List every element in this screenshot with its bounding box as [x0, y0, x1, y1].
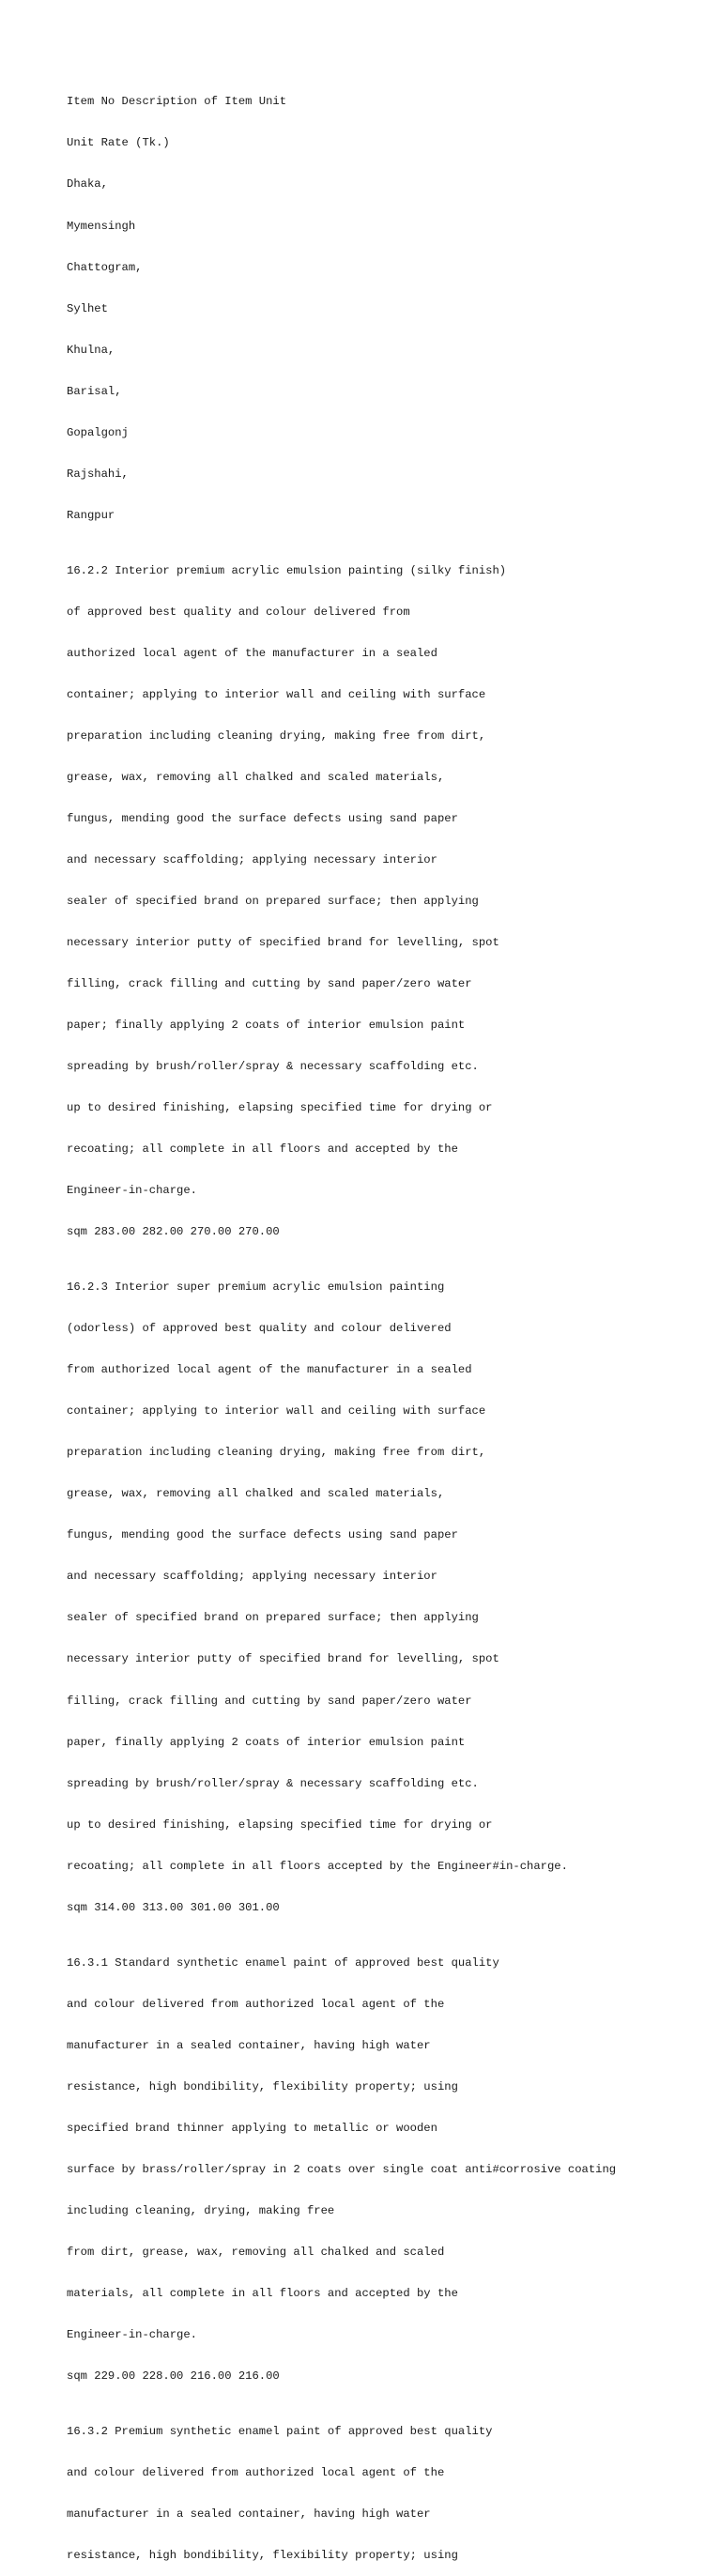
item-16-2-3-title: 16.2.3 Interior super premium acrylic emulsion painting — [67, 1280, 445, 1295]
item-16-2-2-description-line: fungus, mending good the surface defects using sand paper — [67, 811, 458, 825]
region-mymensingh: Mymensingh — [67, 219, 136, 233]
item-16-2-2-description-line: grease, wax, removing all chalked and scaled materials, — [67, 770, 445, 784]
item-16-3-1-title: 16.3.1 Standard synthetic enamel paint of approved best quality — [67, 1955, 499, 1970]
item-16-2-3-description-line: up to desired finishing, elapsing specified time for drying or — [67, 1817, 493, 1832]
region-sylhet: Sylhet — [67, 301, 108, 315]
item-16-2-3-description-line: spreading by brush/roller/spray & necessary scaffolding etc. — [67, 1776, 479, 1790]
item-16-3-1-description-line: specified brand thinner applying to metallic or wooden — [67, 2121, 437, 2135]
region-dhaka: Dhaka, — [67, 177, 108, 192]
item-16-2-3-description-line: sealer of specified brand on prepared surface; then applying — [67, 1611, 479, 1625]
item-16-2-2-title: 16.2.2 Interior premium acrylic emulsion painting (silky finish) — [67, 563, 507, 577]
item-16-2-3-description-line: fungus, mending good the surface defects using sand paper — [67, 1528, 458, 1542]
item-16-2-3-description-line: grease, wax, removing all chalked and scaled materials, — [67, 1487, 445, 1501]
item-16-2-2-rates: sqm 283.00 282.00 270.00 270.00 — [67, 1225, 280, 1239]
item-16-2-2-description-line: filling, crack filling and cutting by sand paper/zero water — [67, 977, 472, 991]
item-16-2-2-description-line: recoating; all complete in all floors and accepted by the — [67, 1142, 458, 1157]
item-16-2-3-description-line: container; applying to interior wall and ceiling with surface — [67, 1404, 486, 1418]
item-16-3-1-description-line: including cleaning, drying, making free — [67, 2203, 335, 2217]
item-16-2-2-description-line: preparation including cleaning drying, making free from dirt, — [67, 728, 486, 743]
region-rangpur: Rangpur — [67, 508, 115, 522]
item-16-3-2-title: 16.3.2 Premium synthetic enamel paint of approved best quality — [67, 2424, 493, 2438]
item-16-2-3-description-line: preparation including cleaning drying, making free from dirt, — [67, 1446, 486, 1460]
item-16-3-1-description-line: manufacturer in a sealed container, having high water — [67, 2038, 431, 2052]
item-16-2-3-description-line: from authorized local agent of the manufacturer in a sealed — [67, 1363, 472, 1377]
region-khulna: Khulna, — [67, 343, 115, 357]
region-gopalgonj: Gopalgonj — [67, 425, 129, 439]
item-16-3-1-description-line: resistance, high bondibility, flexibility property; using — [67, 2079, 458, 2093]
item-16-3-1-description-line: from dirt, grease, wax, removing all chalked and scaled — [67, 2245, 445, 2259]
region-chattogram: Chattogram, — [67, 260, 143, 274]
document-text-block — [67, 68, 714, 2576]
item-16-2-3-description-line: necessary interior putty of specified brand for levelling, spot — [67, 1652, 499, 1666]
item-16-3-2-description-line: resistance, high bondibility, flexibility property; using — [67, 2548, 458, 2562]
item-16-2-3-rates: sqm 314.00 313.00 301.00 301.00 — [67, 1900, 280, 1914]
item-16-3-1-description-line: surface by brass/roller/spray in 2 coats over single coat anti#corrosive coating — [67, 2162, 617, 2176]
item-16-2-2-description-line: authorized local agent of the manufacturer in a sealed — [67, 646, 437, 660]
item-16-2-2-description-line: Engineer-in-charge. — [67, 1184, 197, 1198]
item-16-3-2-description-line: manufacturer in a sealed container, having high water — [67, 2507, 431, 2521]
item-16-2-3-description-line: filling, crack filling and cutting by sand paper/zero water — [67, 1694, 472, 1708]
item-16-2-2-description-line: paper; finally applying 2 coats of interior emulsion paint — [67, 1019, 466, 1033]
header-line-item-description-unit: Item No Description of Item Unit — [67, 95, 287, 109]
item-16-2-2-description-line: necessary interior putty of specified brand for levelling, spot — [67, 936, 499, 949]
item-16-2-3-description-line: paper, finally applying 2 coats of interior emulsion paint — [67, 1735, 466, 1749]
item-16-2-3-description-line: (odorless) of approved best quality and colour delivered — [67, 1322, 452, 1336]
item-16-3-2-description-line: and colour delivered from authorized local agent of the — [67, 2465, 445, 2479]
item-16-2-2-description-line: of approved best quality and colour delivered from — [67, 605, 410, 619]
item-16-2-2-description-line: sealer of specified brand on prepared surface; then applying — [67, 894, 479, 908]
item-16-3-1-description-line: and colour delivered from authorized local agent of the — [67, 1997, 445, 2011]
item-16-2-3-description-line: recoating; all complete in all floors accepted by the Engineer#in-charge. — [67, 1859, 568, 1873]
item-16-2-2-description-line: container; applying to interior wall and ceiling with surface — [67, 687, 486, 701]
item-16-2-2-description-line: and necessary scaffolding; applying necessary interior — [67, 852, 437, 866]
item-16-2-2-description-line: spreading by brush/roller/spray & necessary scaffolding etc. — [67, 1060, 479, 1074]
item-16-3-1-rates: sqm 229.00 228.00 216.00 216.00 — [67, 2369, 280, 2383]
region-rajshahi: Rajshahi, — [67, 467, 129, 481]
region-barisal: Barisal, — [67, 384, 122, 398]
item-16-3-1-description-line: materials, all complete in all floors and accepted by the — [67, 2286, 458, 2300]
item-16-2-3-description-line: and necessary scaffolding; applying necessary interior — [67, 1570, 437, 1584]
header-line-unit-rate: Unit Rate (Tk.) — [67, 136, 170, 150]
item-16-2-2-description-line: up to desired finishing, elapsing specified time for drying or — [67, 1101, 493, 1115]
item-16-3-1-description-line: Engineer-in-charge. — [67, 2327, 197, 2341]
